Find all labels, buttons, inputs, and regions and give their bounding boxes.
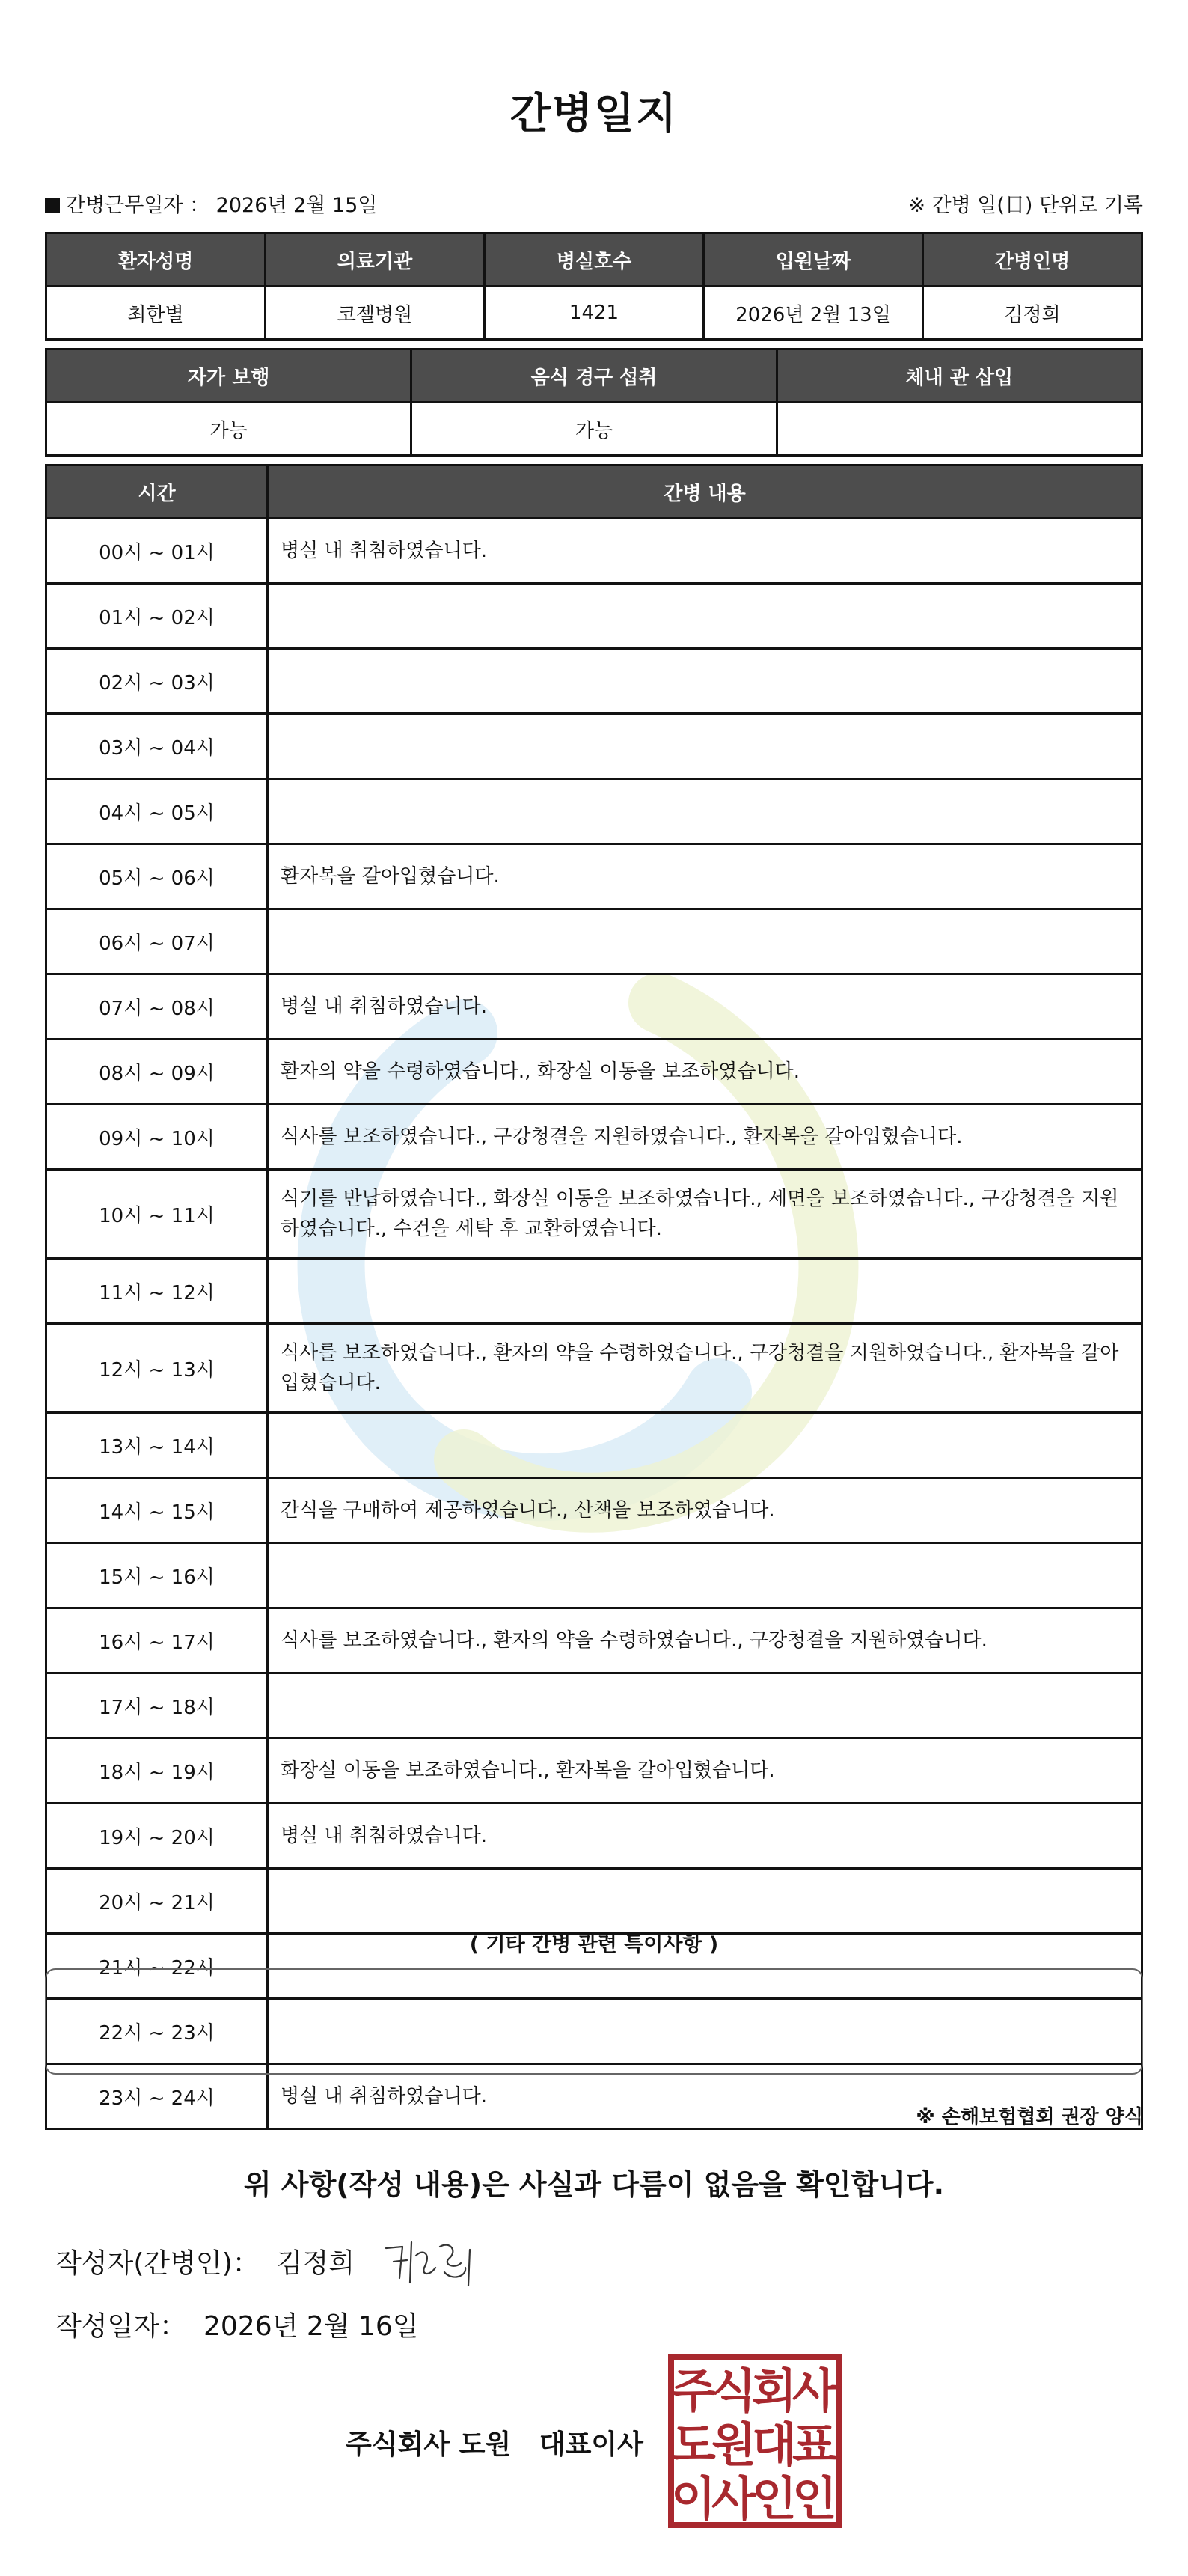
- log-content: 식사를 보조하였습니다., 구강청결을 지원하였습니다., 환자복을 갈아입혔습니다.: [268, 1105, 1142, 1170]
- log-time: 22시 ~ 23시: [46, 1999, 268, 2064]
- room-number: 1421: [485, 287, 704, 340]
- header-time: 시간: [46, 466, 268, 519]
- log-content: [268, 584, 1142, 649]
- oral-intake-value: 가능: [411, 403, 777, 456]
- ceo-label: 대표이사: [539, 2429, 643, 2460]
- work-date-value: 2026년 2월 15일: [215, 194, 378, 217]
- patient-info-table: [45, 232, 1143, 341]
- signature-image: [377, 2233, 482, 2293]
- log-time: 03시 ~ 04시: [46, 714, 268, 779]
- log-content: [268, 649, 1142, 714]
- log-row: [46, 1413, 1142, 1478]
- status-header-row: [46, 350, 1142, 403]
- header-room: 병실호수: [485, 234, 704, 287]
- log-time: 15시 ~ 16시: [46, 1543, 268, 1608]
- status-value-row: [46, 403, 1142, 456]
- log-content: 병실 내 취침하였습니다.: [268, 519, 1142, 584]
- seal-character: 이: [671, 2471, 716, 2526]
- log-content: 환자복을 갈아입혔습니다.: [268, 844, 1142, 909]
- seal-character: 표: [792, 2417, 837, 2472]
- hospital-name: 코젤병원: [266, 287, 485, 340]
- log-time: 07시 ~ 08시: [46, 974, 268, 1040]
- log-time: 23시 ~ 24시: [46, 2064, 268, 2129]
- log-row: [46, 1105, 1142, 1170]
- log-time: 01시 ~ 02시: [46, 584, 268, 649]
- square-bullet-icon: [45, 198, 60, 213]
- log-content: 식사를 보조하였습니다., 환자의 약을 수령하였습니다., 구강청결을 지원하였습니다., 환자복을 갈아입혔습니다.: [268, 1324, 1142, 1413]
- tube-insertion-value: [777, 403, 1142, 456]
- log-time: 06시 ~ 07시: [46, 909, 268, 974]
- log-row: [46, 1608, 1142, 1673]
- log-time: 08시 ~ 09시: [46, 1040, 268, 1105]
- log-time: 17시 ~ 18시: [46, 1673, 268, 1739]
- log-content: [268, 1413, 1142, 1478]
- writer-label: 작성자(간병인)：: [55, 2248, 260, 2279]
- log-time: 18시 ~ 19시: [46, 1739, 268, 1804]
- patient-value-row: [46, 287, 1142, 340]
- patient-header-row: [46, 234, 1142, 287]
- seal-character: 회: [752, 2363, 797, 2418]
- log-time: 09시 ~ 10시: [46, 1105, 268, 1170]
- log-row: [46, 1804, 1142, 1869]
- confirmation-statement: 위 사항(작성 내용)은 사실과 다름이 없음을 확인합니다.: [243, 2168, 945, 2201]
- seal-character: 인: [752, 2471, 797, 2526]
- seal-character: 도: [671, 2417, 716, 2472]
- seal-character: 인: [792, 2471, 837, 2526]
- log-time: 04시 ~ 05시: [46, 779, 268, 844]
- self-walking-value: 가능: [46, 403, 411, 456]
- company-line: [346, 2423, 643, 2461]
- log-time: 19시 ~ 20시: [46, 1804, 268, 1869]
- log-time: 21시 ~ 22시: [46, 1934, 268, 1999]
- log-row: [46, 909, 1142, 974]
- log-row: [46, 1543, 1142, 1608]
- log-time: 14시 ~ 15시: [46, 1478, 268, 1543]
- company-name: 주식회사 도원: [346, 2429, 512, 2460]
- log-row: [46, 844, 1142, 909]
- work-date-line: [45, 189, 377, 218]
- remarks-box: [45, 1968, 1143, 2075]
- log-content: 간식을 구매하여 제공하였습니다., 산책을 보조하였습니다.: [268, 1478, 1142, 1543]
- log-time: 13시 ~ 14시: [46, 1413, 268, 1478]
- log-content: [268, 1259, 1142, 1324]
- log-row: [46, 584, 1142, 649]
- remarks-title: ( 기타 간병 관련 특이사항 ): [469, 1933, 719, 1956]
- header-self-walking: 자가 보행: [46, 350, 411, 403]
- log-time: 10시 ~ 11시: [46, 1170, 268, 1259]
- log-row: [46, 1478, 1142, 1543]
- log-content: 병실 내 취침하였습니다.: [268, 1804, 1142, 1869]
- log-time: 20시 ~ 21시: [46, 1869, 268, 1934]
- unit-note: ※ 간병 일(日) 단위로 기록: [908, 194, 1143, 217]
- patient-status-table: [45, 348, 1143, 457]
- log-row: [46, 1259, 1142, 1324]
- log-content: 식기를 반납하였습니다., 화장실 이동을 보조하였습니다., 세면을 보조하였습니다., 구강청결을 지원하였습니다., 수건을 세탁 후 교환하였습니다.: [268, 1170, 1142, 1259]
- log-content: 식사를 보조하였습니다., 환자의 약을 수령하였습니다., 구강청결을 지원하였습니다.: [268, 1608, 1142, 1673]
- recommend-note: ※ 손해보험협회 권장 양식: [916, 2106, 1143, 2128]
- header-tube-insertion: 체내 관 삽입: [777, 350, 1142, 403]
- log-content: [268, 714, 1142, 779]
- log-time: 05시 ~ 06시: [46, 844, 268, 909]
- header-hospital: 의료기관: [266, 234, 485, 287]
- log-content: [268, 1673, 1142, 1739]
- work-date-label: 간병근무일자 ：: [66, 194, 210, 217]
- seal-character: 식: [711, 2363, 756, 2418]
- log-content: 병실 내 취침하였습니다.: [268, 2064, 1142, 2129]
- log-time: 11시 ~ 12시: [46, 1259, 268, 1324]
- seal-character: 사: [711, 2471, 756, 2526]
- written-date-value: 2026년 2월 16일: [203, 2311, 419, 2342]
- document-title: 간병일지: [509, 90, 679, 138]
- log-time: 02시 ~ 03시: [46, 649, 268, 714]
- log-content: 환자의 약을 수령하였습니다., 화장실 이동을 보조하였습니다.: [268, 1040, 1142, 1105]
- log-row: [46, 714, 1142, 779]
- header-care-content: 간병 내용: [268, 466, 1142, 519]
- log-content: [268, 1869, 1142, 1934]
- header-admission-date: 입원날짜: [704, 234, 923, 287]
- caregiver-name: 김정희: [923, 287, 1142, 340]
- seal-character: 대: [752, 2417, 797, 2472]
- seal-character: 사: [792, 2363, 837, 2418]
- log-time: 12시 ~ 13시: [46, 1324, 268, 1413]
- log-content: [268, 1543, 1142, 1608]
- header-patient-name: 환자성명: [46, 234, 266, 287]
- log-row: [46, 1869, 1142, 1934]
- log-time: 16시 ~ 17시: [46, 1608, 268, 1673]
- log-content: 병실 내 취침하였습니다.: [268, 974, 1142, 1040]
- log-row: [46, 1324, 1142, 1413]
- log-content: [268, 909, 1142, 974]
- log-row: [46, 1170, 1142, 1259]
- log-content: 화장실 이동을 보조하였습니다., 환자복을 갈아입혔습니다.: [268, 1739, 1142, 1804]
- log-row: [46, 974, 1142, 1040]
- written-date-line: [55, 2305, 419, 2343]
- patient-name: 최한별: [46, 287, 266, 340]
- log-row: [46, 519, 1142, 584]
- log-header-row: [46, 466, 1142, 519]
- log-row: [46, 1040, 1142, 1105]
- written-date-label: 작성일자：: [55, 2311, 187, 2342]
- log-row: [46, 1739, 1142, 1804]
- seal-character: 원: [711, 2417, 756, 2472]
- seal-character: 주: [671, 2363, 716, 2418]
- header-caregiver: 간병인명: [923, 234, 1142, 287]
- header-oral-intake: 음식 경구 섭취: [411, 350, 777, 403]
- log-content: [268, 779, 1142, 844]
- writer-line: [55, 2242, 355, 2280]
- log-time: 00시 ~ 01시: [46, 519, 268, 584]
- log-row: [46, 1673, 1142, 1739]
- hourly-care-log-table: [45, 464, 1143, 2130]
- company-seal-stamp: [668, 2354, 842, 2528]
- log-row: [46, 649, 1142, 714]
- admission-date: 2026년 2월 13일: [704, 287, 923, 340]
- writer-name: 김정희: [276, 2248, 355, 2279]
- log-row: [46, 779, 1142, 844]
